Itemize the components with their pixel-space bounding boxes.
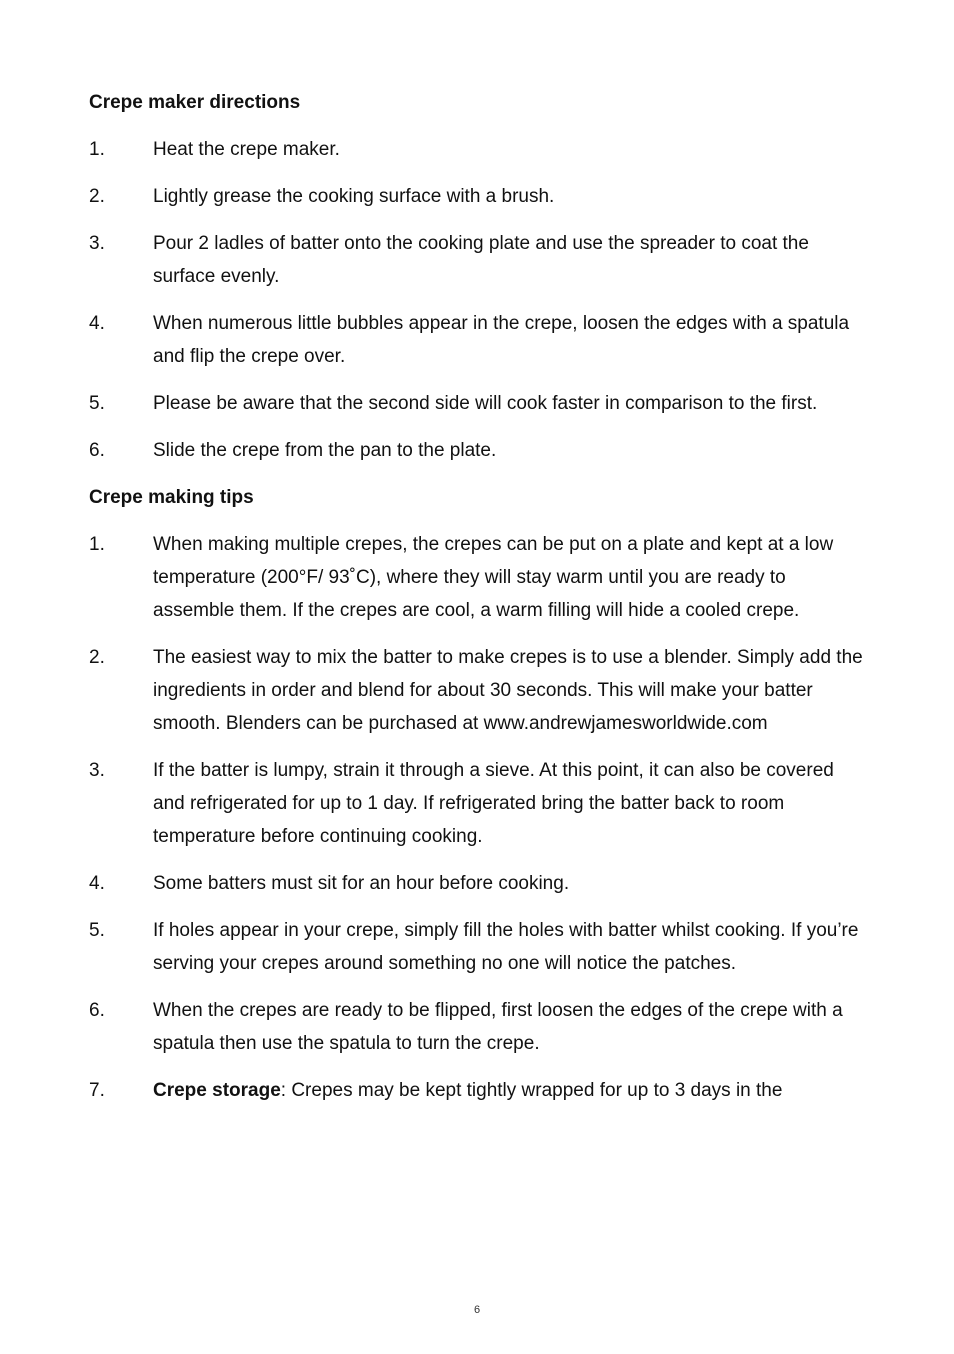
page-number: 6: [473, 1304, 481, 1316]
item-number: 3.: [89, 760, 105, 781]
list-item: [89, 227, 869, 293]
item-number: 6.: [89, 1000, 105, 1021]
section-heading-tips: Crepe making tips: [89, 487, 254, 508]
item-text-rest: : Crepes may be kept tightly wrapped for up to 3 days in the: [280, 1080, 783, 1101]
item-number: 1.: [89, 139, 105, 160]
list-item: [89, 994, 869, 1060]
item-text: When the crepes are ready to be flipped, first loosen the edges of the crepe with a spatula then use the spatula to turn the crepe.: [153, 1000, 843, 1054]
item-text: Slide the crepe from the pan to the plate.: [153, 440, 497, 461]
item-bold-label: Crepe storage: [153, 1080, 281, 1101]
item-number: 1.: [89, 534, 105, 555]
tips-list: [89, 528, 869, 1107]
item-text: When making multiple crepes, the crepes can be put on a plate and kept at a low temperature (200°F/ 93˚C), where they will stay warm until you are ready to assemble them. If the crepes are cool, a warm filling will hide a cooled crepe.: [153, 534, 834, 621]
item-number: 7.: [89, 1080, 105, 1101]
item-number: 5.: [89, 393, 105, 414]
item-text: Some batters must sit for an hour before cooking.: [153, 873, 570, 894]
item-text: If the batter is lumpy, strain it through a sieve. At this point, it can also be covered and refrigerated for up to 1 day. If refrigerated bring the batter back to room temperature before continuing cooking.: [153, 760, 834, 847]
item-text: Lightly grease the cooking surface with a brush.: [153, 186, 555, 207]
list-item: [89, 434, 869, 467]
section-heading-directions: Crepe maker directions: [89, 92, 301, 113]
list-item: [89, 307, 869, 373]
list-item: [89, 867, 869, 900]
item-text: If holes appear in your crepe, simply fill the holes with batter whilst cooking. If you’re serving your crepes around something no one will notice the patches.: [153, 920, 859, 974]
item-number: 4.: [89, 313, 105, 334]
list-item: [89, 641, 869, 740]
directions-list: [89, 133, 869, 467]
item-number: 5.: [89, 920, 105, 941]
list-item: [89, 1074, 869, 1107]
list-item: [89, 914, 869, 980]
item-number: 3.: [89, 233, 105, 254]
item-text: [153, 1074, 869, 1107]
item-text: The easiest way to mix the batter to make crepes is to use a blender. Simply add the ingredients in order and blend for about 30 seconds. This will make your batter smooth. Blenders can be purchased at www.andrewjamesworldwide.com: [153, 647, 863, 734]
item-text: Please be aware that the second side will cook faster in comparison to the first.: [153, 393, 818, 414]
list-item: [89, 133, 869, 166]
item-text: Pour 2 ladles of batter onto the cooking plate and use the spreader to coat the surface evenly.: [153, 233, 809, 287]
list-item: [89, 754, 869, 853]
item-number: 4.: [89, 873, 105, 894]
list-item: [89, 180, 869, 213]
item-text: Heat the crepe maker.: [153, 139, 340, 160]
list-item: [89, 387, 869, 420]
item-text: When numerous little bubbles appear in the crepe, loosen the edges with a spatula and flip the crepe over.: [153, 313, 850, 367]
list-item: [89, 528, 869, 627]
item-number: 6.: [89, 440, 105, 461]
document-page: [89, 86, 869, 1121]
item-number: 2.: [89, 186, 105, 207]
item-number: 2.: [89, 647, 105, 668]
